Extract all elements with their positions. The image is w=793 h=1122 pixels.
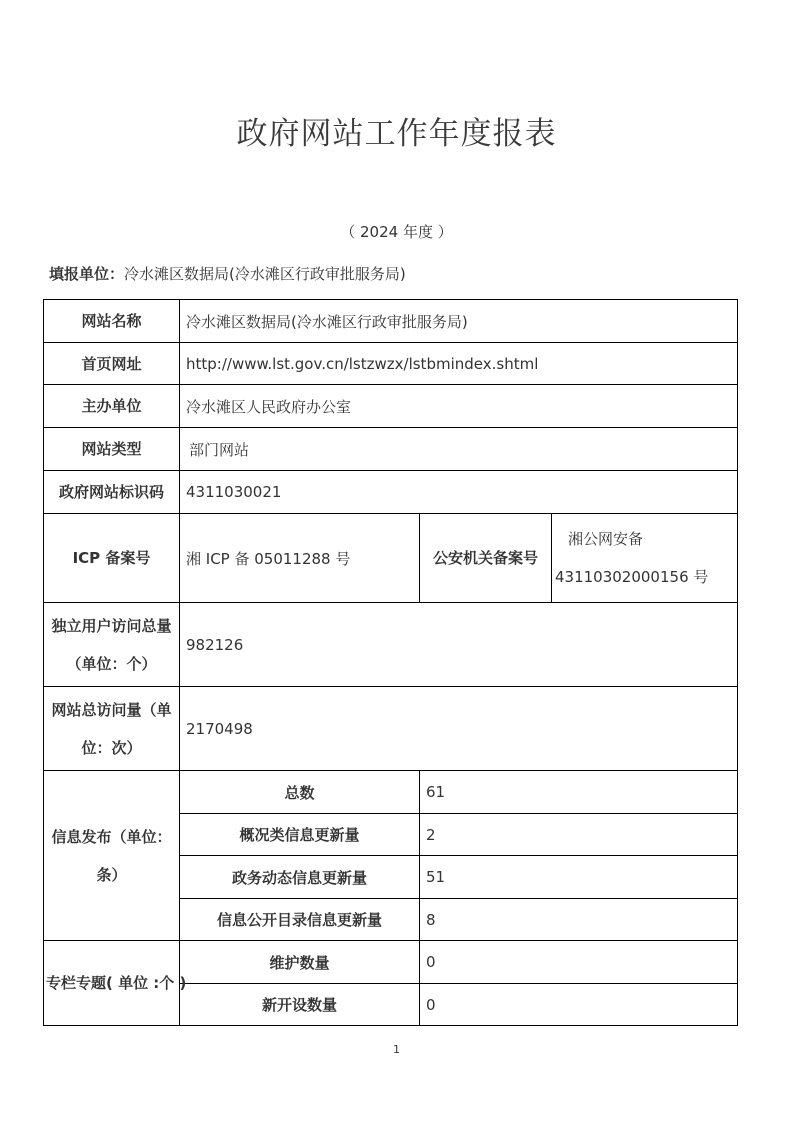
column-new-label: 新开设数量	[180, 984, 420, 1026]
site-type-value: 部门网站	[180, 428, 738, 471]
home-url-label: 首页网址	[44, 343, 180, 385]
site-name-label: 网站名称	[44, 300, 180, 343]
column-new-value: 0	[420, 984, 738, 1026]
info-disclosure-label: 信息公开目录信息更新量	[180, 899, 420, 941]
pv-label-line2: 位：次）	[81, 738, 142, 757]
site-name-value: 冷水滩区数据局(冷水滩区行政审批服务局)	[180, 300, 738, 343]
police-value-line2: 43110302000156 号	[555, 568, 709, 586]
sponsor-value: 冷水滩区人民政府办公室	[180, 385, 738, 428]
table-row	[44, 941, 738, 984]
column-maintain-value: 0	[420, 941, 738, 984]
info-overview-label: 概况类信息更新量	[180, 814, 420, 856]
sponsor-label: 主办单位	[44, 385, 180, 428]
table-row	[44, 687, 738, 771]
uv-label-line1: 独立用户访问总量	[51, 616, 172, 635]
icp-label: ICP 备案号	[44, 514, 180, 603]
table-row	[44, 428, 738, 471]
uv-label-line2: （单位：个）	[66, 654, 157, 673]
report-year: （ 2024 年度 ）	[340, 223, 453, 241]
info-label-line2: 条）	[96, 865, 127, 884]
site-type-label: 网站类型	[44, 428, 180, 471]
table-row	[44, 343, 738, 385]
column-label: 专栏专题( 单位 :个 )	[44, 941, 180, 1026]
police-value-line1: 湘公网安备	[568, 530, 644, 548]
police-value	[552, 514, 738, 603]
pv-label-line1: 网站总访问量（单	[51, 700, 172, 719]
filing-unit-value: 冷水滩区数据局(冷水滩区行政审批服务局)	[124, 265, 406, 283]
table-row	[44, 514, 738, 603]
uv-label	[44, 603, 180, 687]
page-number: 1	[393, 1043, 400, 1056]
info-total-label: 总数	[180, 771, 420, 814]
report-table	[43, 299, 738, 1026]
uv-value: 982126	[180, 603, 738, 687]
column-maintain-label: 维护数量	[180, 941, 420, 984]
table-row	[44, 471, 738, 514]
info-news-label: 政务动态信息更新量	[180, 856, 420, 899]
pv-label	[44, 687, 180, 771]
info-label	[44, 771, 180, 941]
filing-unit-label: 填报单位：	[49, 265, 125, 283]
info-total-value: 61	[420, 771, 738, 814]
info-label-line1: 信息发布（单位：	[51, 827, 172, 846]
home-url-value: http://www.lst.gov.cn/lstzwzx/lstbmindex.shtml	[180, 343, 738, 385]
pv-value: 2170498	[180, 687, 738, 771]
site-id-value: 4311030021	[180, 471, 738, 514]
table-row	[44, 385, 738, 428]
info-news-value: 51	[420, 856, 738, 899]
info-overview-value: 2	[420, 814, 738, 856]
police-label: 公安机关备案号	[420, 514, 552, 603]
table-row	[44, 300, 738, 343]
filing-unit	[49, 263, 406, 284]
table-row	[44, 603, 738, 687]
report-title: 政府网站工作年度报表	[236, 116, 557, 152]
table-row	[44, 771, 738, 814]
info-disclosure-value: 8	[420, 899, 738, 941]
site-id-label: 政府网站标识码	[44, 471, 180, 514]
icp-value: 湘 ICP 备 05011288 号	[180, 514, 420, 603]
